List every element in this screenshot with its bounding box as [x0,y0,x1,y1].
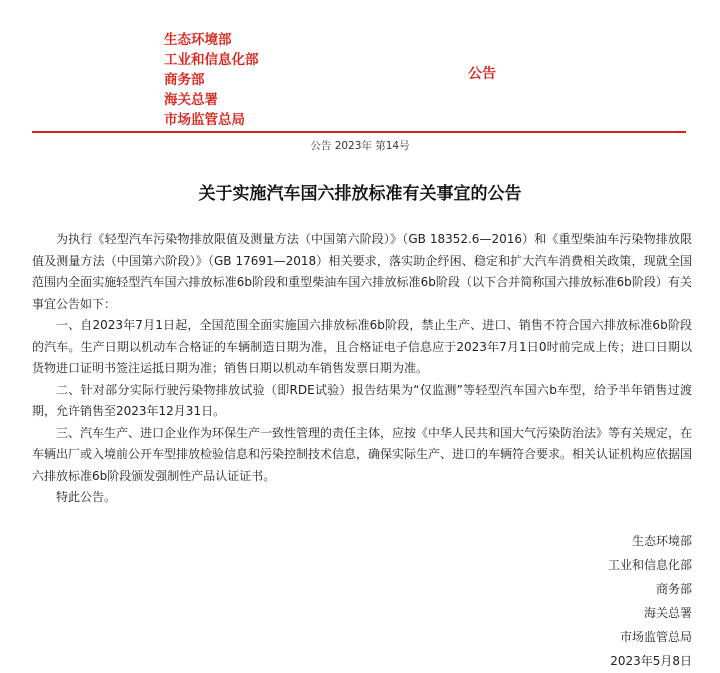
signature-agency-mee: 生态环境部 [631,534,692,548]
signature-agency-miit: 工业和信息化部 [607,558,692,572]
signature-date: 2023年5月8日 [610,654,692,668]
document-number: 公告 2023年 第14号 [310,140,410,152]
agency-samr: 市场监管总局 [164,112,245,128]
signature-agency-samr: 市场监管总局 [619,630,692,644]
document-header [0,0,720,140]
document-body [32,229,692,509]
paragraph-item-3: 三、汽车生产、进口企业作为环保生产一致性管理的责任主体，应按《中华人民共和国大气污染防治法》等有关规定，在车辆出厂或入境前公开车型排放检验信息和污染控制技术信息，确保实际生产、进口的车辆符合要求。相关认证机构应依据国六排放标准6b阶段颁发强制性产品认证证书。 [32,425,693,483]
signature-agency-customs: 海关总署 [643,606,692,620]
paragraph-intro: 为执行《轻型汽车污染物排放限值及测量方法（中国第六阶段）》（GB 18352.6—2016）和《重型柴油车污染物排放限值及测量方法（中国第六阶段）》（GB 17691—2018）相关要求，落实助企纾困、稳定和扩大汽车消费相关政策，现就全国范围内全面实施轻型汽车国六排放标准6b阶段和重型柴油车国六排放标准6b阶段（以下合并简称国六排放标准6b阶段）有关事宜公告如下： [32,232,692,311]
agency-customs: 海关总署 [164,92,218,108]
paragraph-item-2: 二、针对部分实际行驶污染物排放试验（即RDE试验）报告结果为“仅监测”等轻型汽车国六b车型，给予半年销售过渡期，允许销售至2023年12月31日。 [32,382,692,418]
agency-mofcom: 商务部 [164,72,205,88]
paragraph-closing: 特此公告。 [56,490,117,504]
issuing-agencies [164,30,259,130]
header-divider [32,131,686,133]
notice-label: 公告 [468,66,496,82]
signature-block [608,529,692,673]
page-title: 关于实施汽车国六排放标准有关事宜的公告 [198,184,522,204]
paragraph-item-1: 一、自2023年7月1日起，全国范围全面实施国六排放标准6b阶段，禁止生产、进口、销售不符合国六排放标准6b阶段的汽车。生产日期以机动车合格证的车辆制造日期为准，且合格证电子信息应于2023年7月1日0时前完成上传；进口日期以货物进口证明书签注运抵日期为准；销售日期以机动车销售发票日期为准。 [32,318,692,375]
agency-miit: 工业和信息化部 [164,52,259,68]
signature-agency-mofcom: 商务部 [655,582,692,596]
agency-mee: 生态环境部 [164,32,232,48]
